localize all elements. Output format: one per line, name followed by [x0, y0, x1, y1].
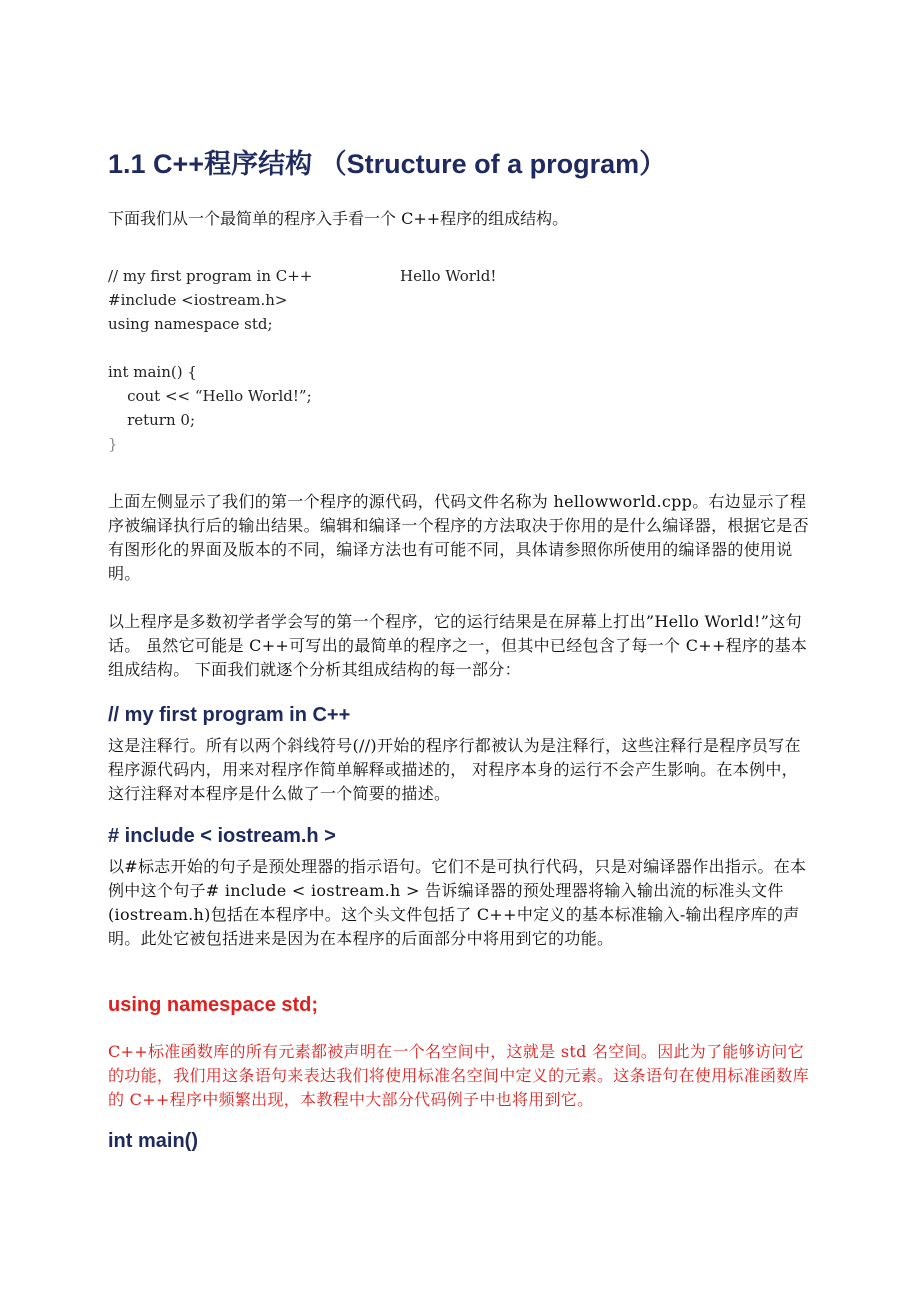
section-heading-namespace: using namespace std;	[108, 994, 319, 1016]
section-heading-include: # include < iostream.h >	[108, 825, 336, 847]
page-title: 1.1 C++程序结构 （Structure of a program）	[108, 149, 667, 179]
code-line: int main() {	[108, 363, 197, 381]
code-line: using namespace std;	[108, 315, 273, 333]
intro-paragraph: 下面我们从一个最简单的程序入手看一个 C++程序的组成结构。	[108, 209, 569, 228]
code-line: #include <iostream.h>	[108, 291, 288, 309]
section-text-namespace: C++标准函数库的所有元素都被声明在一个名空间中，这就是 std 名空间。因此为了能够访问它的功能，我们用这条语句来表达我们将使用标准名空间中定义的元素。这条语句在使用标准函数库的 C++程序中频繁出现，本教程中大部分代码例子中也将用到它。	[108, 1042, 809, 1109]
paragraph-source-explanation: 上面左侧显示了我们的第一个程序的源代码，代码文件名称为 hellowworld.cpp。右边显示了程序被编译执行后的输出结果。编辑和编译一个程序的方法取决于你用的是什么编译器，根据它是否有图形化的界面及版本的不同，编译方法也有可能不同，具体请参照你所使用的编译器的使用说明。	[108, 492, 809, 583]
code-line: }	[108, 435, 118, 453]
code-line: return 0;	[108, 411, 196, 429]
code-line: // my first program in C++	[108, 267, 313, 285]
section-text-include: 以#标志开始的句子是预处理器的指示语句。它们不是可执行代码，只是对编译器作出指示。在本例中这个句子# include < iostream.h > 告诉编译器的预处理器将输入输出流的标准头文件(iostream.h)包括在本程序中。这个头文件包括了 C++中定义的基本标准输入-输出程序库的声明。此处它被包括进来是因为在本程序的后面部分中将用到它的功能。	[108, 857, 807, 948]
code-line: cout << “Hello World!”;	[108, 387, 312, 405]
section-heading-comment: // my first program in C++	[108, 704, 351, 726]
program-output: Hello World!	[400, 267, 497, 285]
section-heading-main: int main()	[108, 1130, 198, 1152]
section-text-comment: 这是注释行。所有以两个斜线符号(//)开始的程序行都被认为是注释行，这些注释行是程序员写在程序源代码内，用来对程序作简单解释或描述的， 对程序本身的运行不会产生影响。在本例中， 这行注释对本程序是什么做了一个简要的描述。	[108, 736, 801, 803]
paragraph-first-program: 以上程序是多数初学者学会写的第一个程序，它的运行结果是在屏幕上打出”Hello World!”这句话。 虽然它可能是 C++可写出的最简单的程序之一，但其中已经包含了每一个 C++程序的基本组成结构。 下面我们就逐个分析其组成结构的每一部分：	[108, 612, 808, 679]
code-block	[108, 264, 312, 456]
